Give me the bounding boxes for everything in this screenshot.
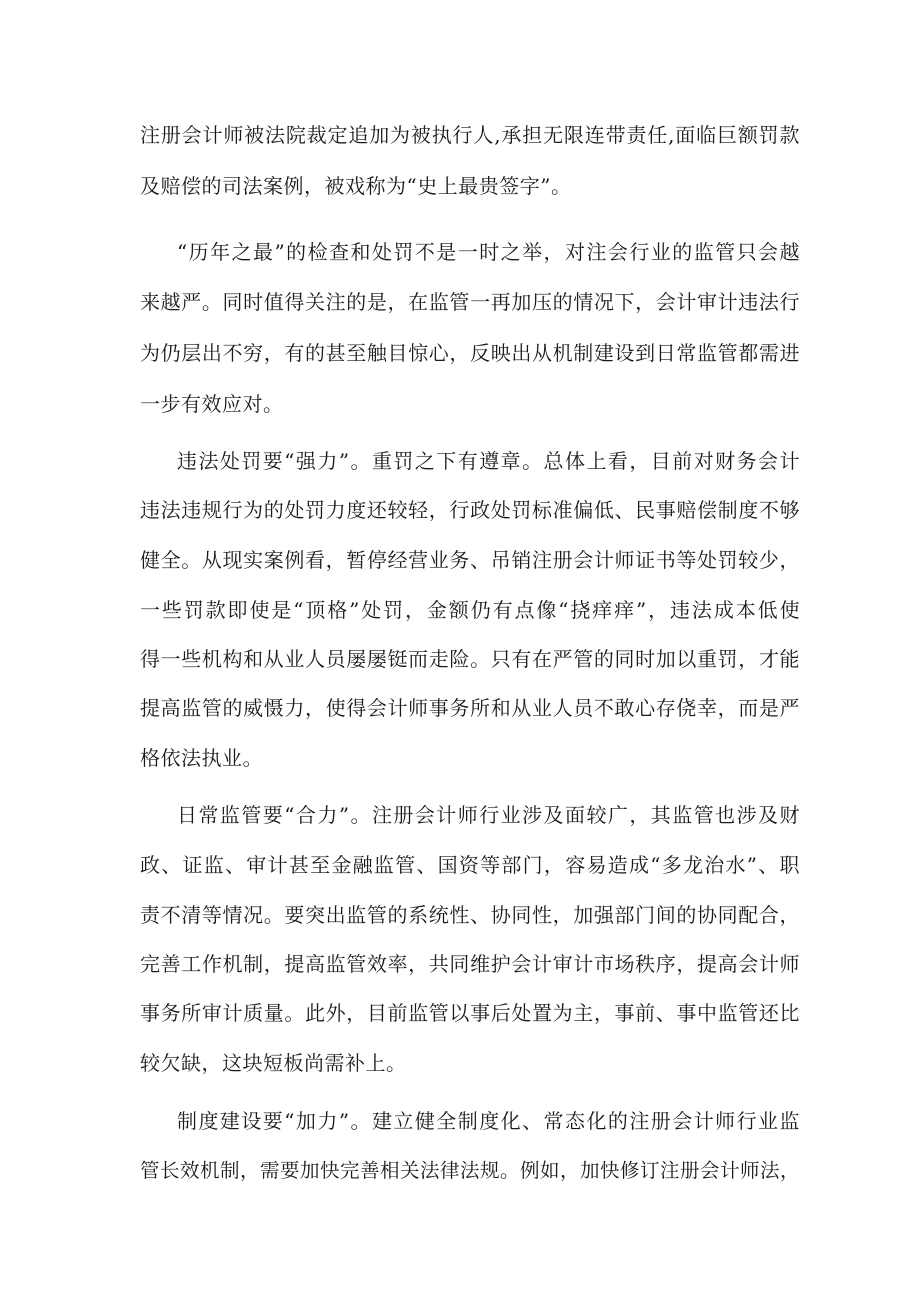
paragraph-4-line-6: 较欠缺，这块短板尚需补上。	[140, 1051, 407, 1075]
paragraph-1-line-2: 及赔偿的司法案例，被戏称为“史上最贵签字”。	[140, 174, 572, 198]
paragraph-4-line-4: 完善工作机制，提高监管效率，共同维护会计审计市场秩序，提高会计师	[140, 952, 800, 976]
paragraph-4-line-5: 事务所审计质量。此外，目前监管以事后处置为主，事前、事中监管还比	[140, 1001, 800, 1025]
paragraph-3-line-3: 健全。从现实案例看，暂停经营业务、吊销注册会计师证书等处罚较少，	[140, 548, 800, 572]
paragraph-2-line-1: “历年之最”的检查和处罚不是一时之举，对注会行业的监管只会越	[177, 240, 800, 264]
paragraph-2-line-4: 一步有效应对。	[140, 392, 284, 416]
paragraph-2-line-3: 为仍层出不穷，有的甚至触目惊心，反映出从机制建设到日常监管都需进	[140, 341, 800, 365]
paragraph-3-line-6: 提高监管的威慑力，使得会计师事务所和从业人员不敢心存侥幸，而是严	[140, 696, 800, 720]
paragraph-4-line-3: 责不清等情况。要突出监管的系统性、协同性，加强部门间的协同配合，	[140, 903, 800, 927]
paragraph-5-line-1: 制度建设要“加力”。建立健全制度化、常态化的注册会计师行业监	[177, 1109, 800, 1133]
paragraph-3-line-7: 格依法执业。	[140, 746, 263, 770]
paragraph-3-line-1: 违法处罚要“强力”。重罚之下有遵章。总体上看，目前对财务会计	[177, 449, 800, 473]
paragraph-3-line-5: 得一些机构和从业人员屡屡铤而走险。只有在严管的同时加以重罚，才能	[140, 647, 800, 671]
paragraph-3-line-2: 违法违规行为的处罚力度还较轻，行政处罚标准偏低、民事赔偿制度不够	[140, 498, 800, 522]
paragraph-4-line-1: 日常监管要“合力”。注册会计师行业涉及面较广，其监管也涉及财	[177, 803, 800, 827]
paragraph-5-line-2: 管长效机制，需要加快完善相关法律法规。例如，加快修订注册会计师法，	[140, 1159, 801, 1182]
paragraph-2-line-2: 来越严。同时值得关注的是，在监管一再加压的情况下，会计审计违法行	[140, 290, 800, 314]
paragraph-4-line-2: 政、证监、审计甚至金融监管、国资等部门，容易造成“多龙治水”、职	[140, 853, 800, 877]
paragraph-3-line-4: 一些罚款即使是“顶格”处罚，金额仍有点像“挠痒痒”，违法成本低使	[140, 598, 800, 622]
paragraph-1-line-1: 注册会计师被法院裁定追加为被执行人,承担无限连带责任,面临巨额罚款	[140, 123, 800, 147]
